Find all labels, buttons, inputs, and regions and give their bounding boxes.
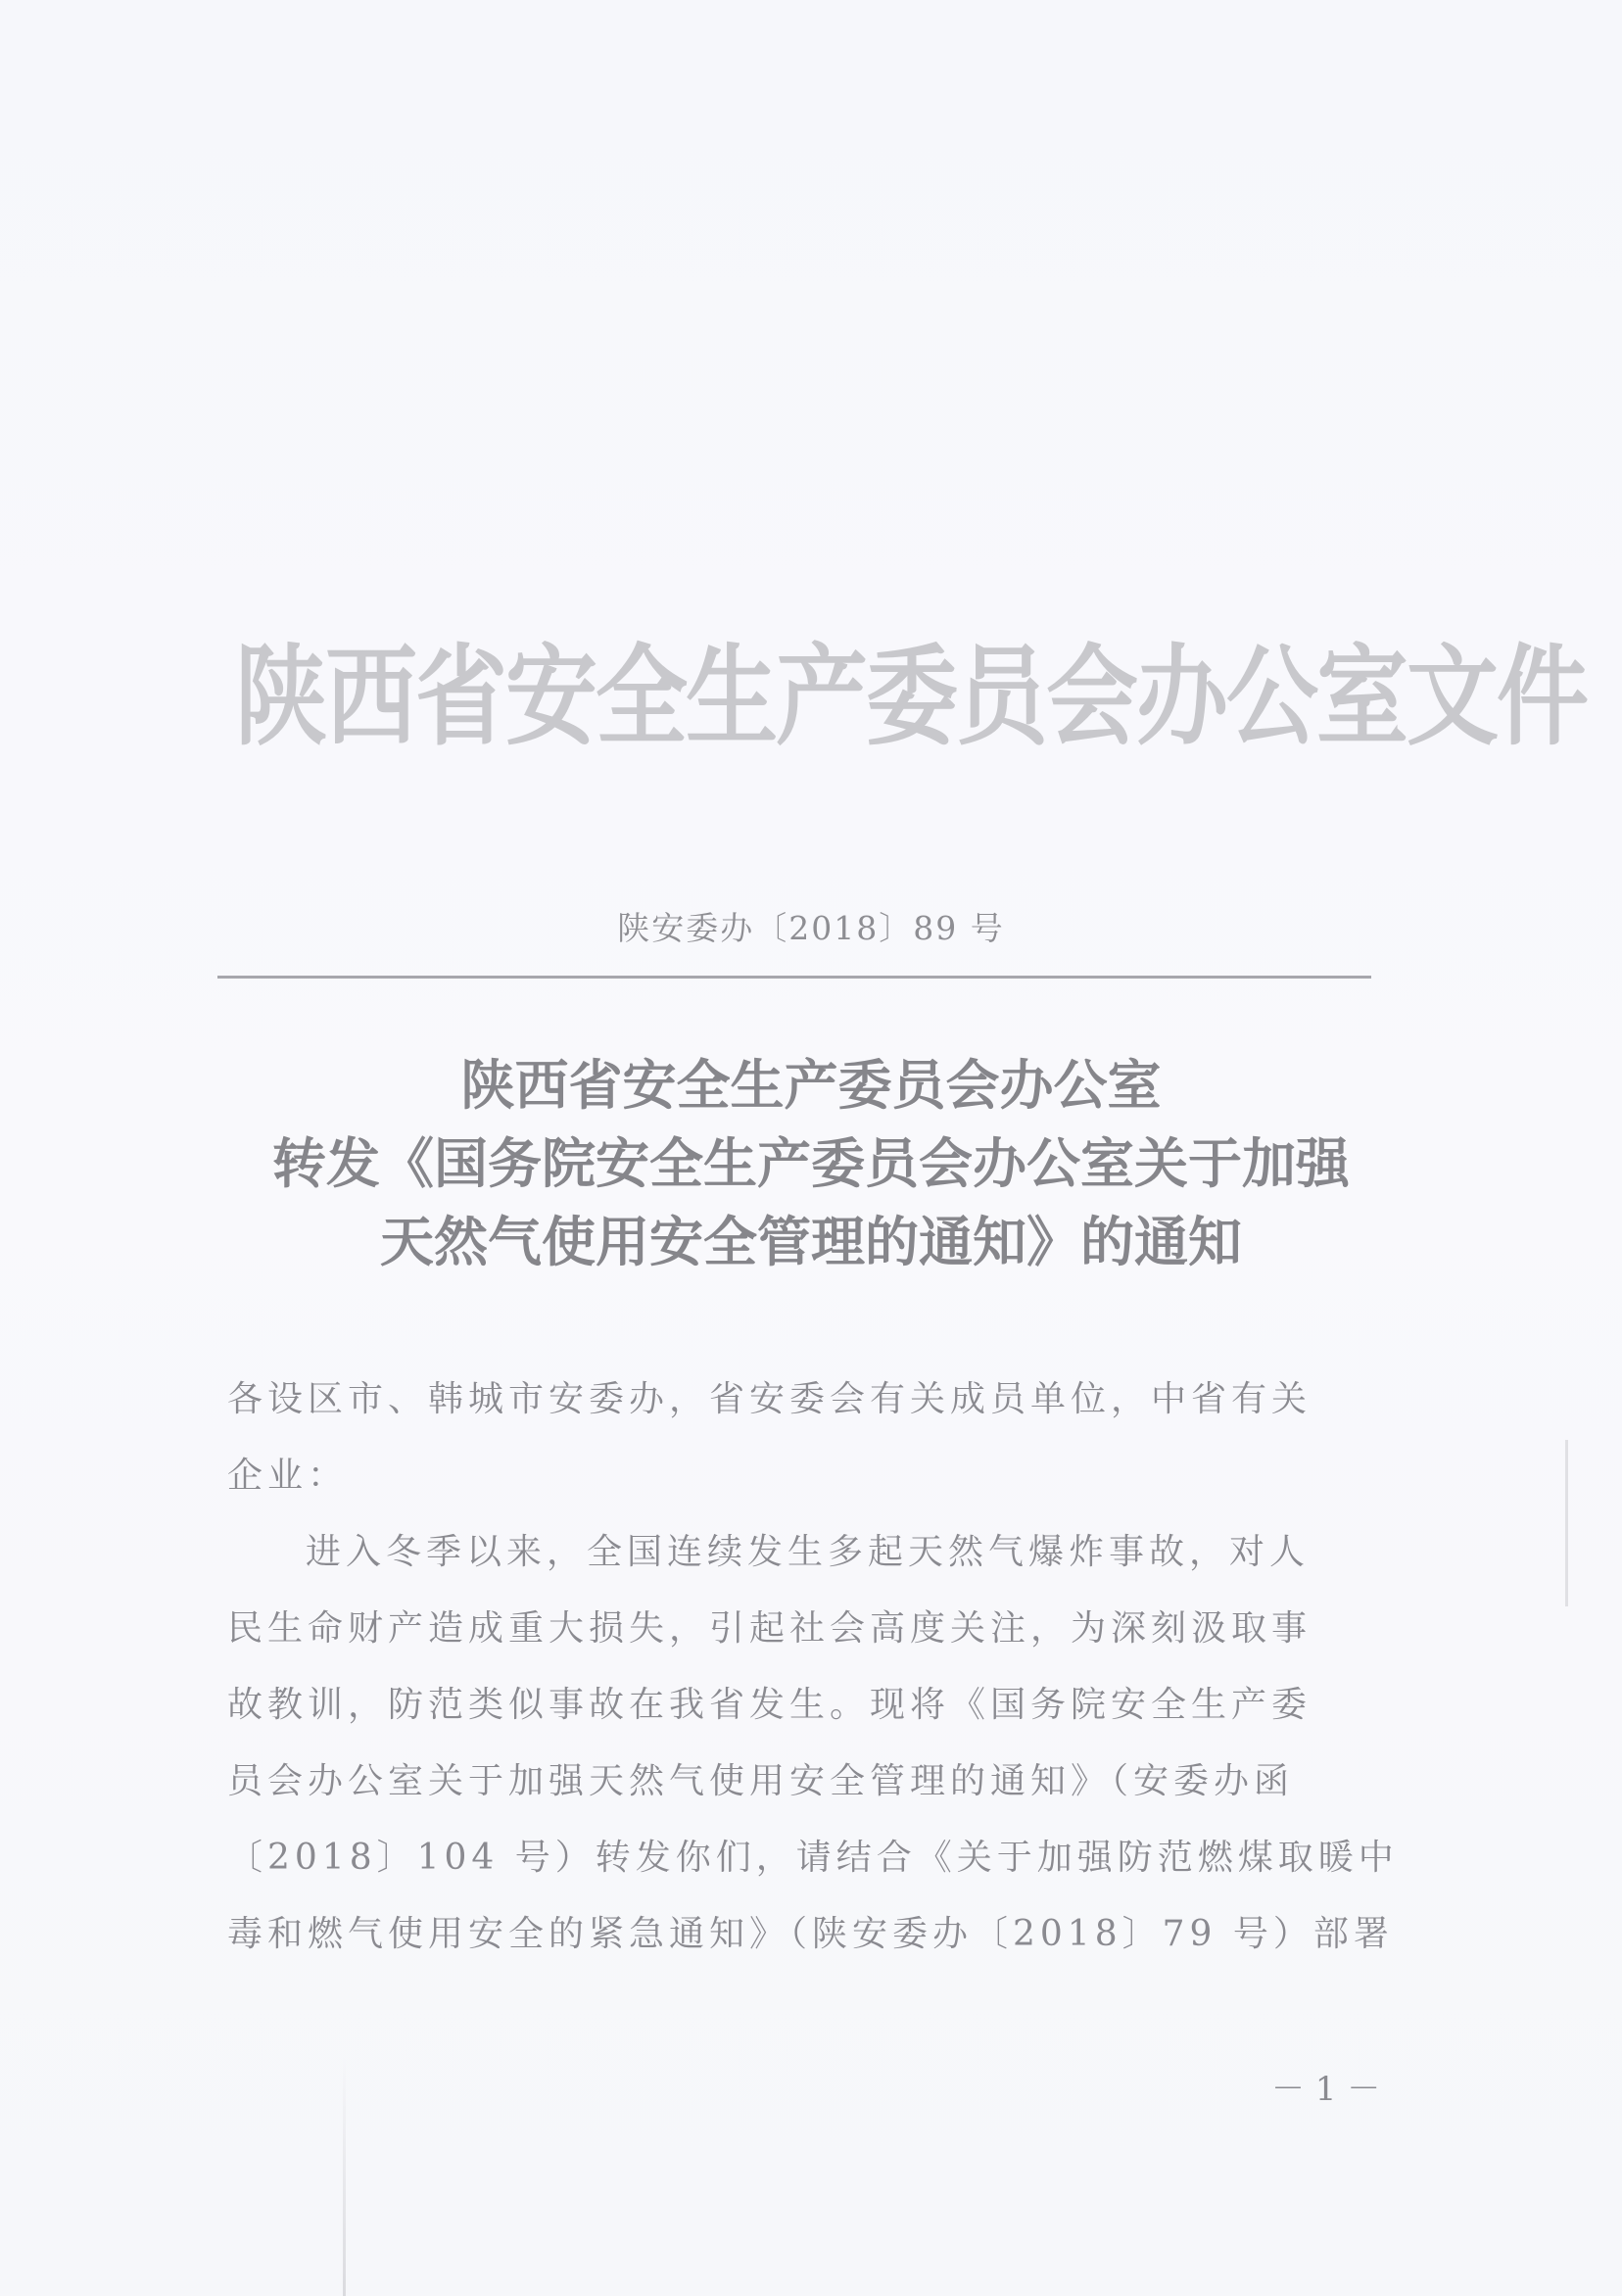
title-line-3: 天然气使用安全管理的通知》的通知: [379, 1211, 1242, 1273]
header-divider: [217, 976, 1371, 979]
document-title: [0, 1046, 1622, 1281]
body-line: 企业：: [227, 1456, 349, 1496]
document-number: 陕安委办〔2018〕89 号: [617, 909, 1005, 947]
body-line: 毒和燃气使用安全的紧急通知》（陕安委办〔2018〕79 号）部署: [227, 1914, 1394, 1954]
body-line: 〔2018〕104 号）转发你们，请结合《关于加强防范燃煤取暖中: [227, 1838, 1399, 1878]
scan-artifact: [343, 2057, 346, 2296]
document-header-title: 陕西省安全生产委员会办公室文件: [235, 634, 1588, 761]
scan-artifact: [1565, 1440, 1568, 1606]
body-line: 进入冬季以来，全国连续发生多起天然气爆炸事故，对人: [306, 1532, 1311, 1572]
body-line: 各设区市、韩城市安委办，省安委会有关成员单位，中省有关: [227, 1379, 1312, 1419]
title-line-1: 陕西省安全生产委员会办公室: [460, 1054, 1162, 1117]
body-line: 故教训，防范类似事故在我省发生。现将《国务院安全生产委: [227, 1685, 1312, 1725]
body-line: 员会办公室关于加强天然气使用安全管理的通知》（安委办函: [227, 1761, 1295, 1801]
title-line-2: 转发《国务院安全生产委员会办公室关于加强: [271, 1132, 1350, 1195]
page-number: － 1 －: [1271, 2070, 1381, 2109]
body-line: 民生命财产造成重大损失，引起社会高度关注，为深刻汲取事: [227, 1608, 1312, 1649]
